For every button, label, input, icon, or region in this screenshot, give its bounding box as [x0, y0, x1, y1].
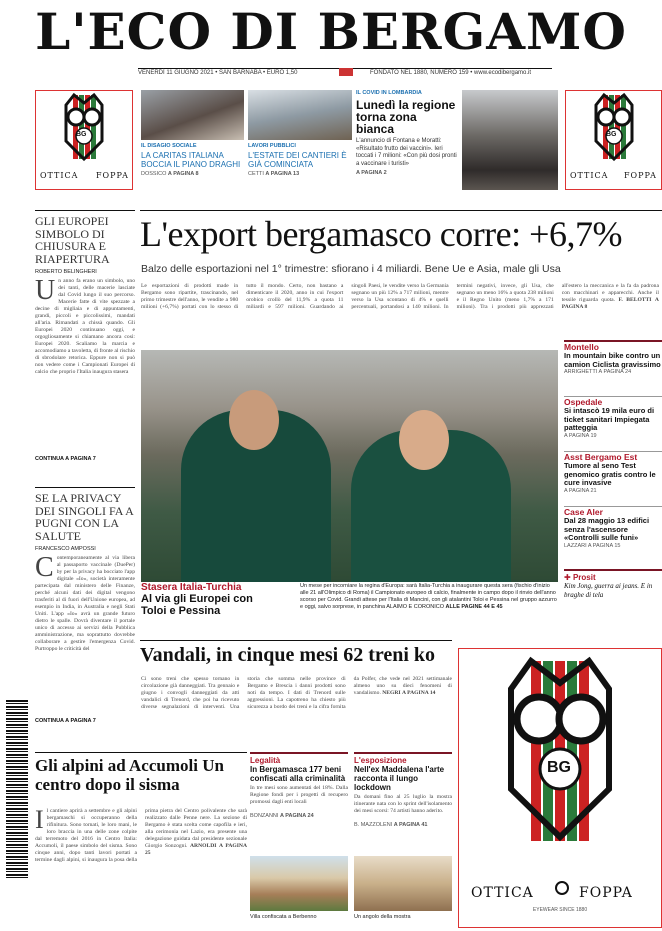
brief-kicker: Ospedale: [564, 397, 603, 407]
brief-item[interactable]: [564, 396, 662, 451]
owl-small-icon: [555, 881, 569, 895]
player-face: [229, 390, 279, 450]
teaser-covid[interactable]: [356, 90, 558, 192]
ad-ottica-foppa-right[interactable]: [565, 90, 662, 190]
teaser-kicker: IL COVID IN LOMBARDIA: [356, 90, 422, 96]
caption-pages: ALLE PAGINE 44 E 45: [445, 604, 503, 610]
alpini-credit: ARNOLDI: [190, 843, 217, 849]
lead-page: A PAGINA 8: [561, 297, 659, 310]
esposizione-box[interactable]: [354, 752, 452, 828]
section-rule: [140, 640, 452, 641]
dateline-right: FONDATO NEL 1880, NUMERO 159 • www.ecodibergamo.it: [370, 70, 532, 76]
prosit-label: Prosit: [572, 573, 596, 582]
photo-title: Al via gli Europei con Toloi e Pessina: [141, 593, 253, 617]
brief-item[interactable]: [564, 451, 662, 506]
badge-text: BG: [547, 759, 571, 776]
ad-ottica-foppa-large[interactable]: [458, 648, 662, 928]
legalita-title: In Bergamasca 177 beni confiscati alla criminalità: [250, 765, 346, 783]
esposizione-photo: [354, 856, 452, 911]
prosit-box[interactable]: [564, 569, 662, 599]
lead-body: [141, 283, 659, 325]
editorial-privacy[interactable]: [35, 492, 135, 724]
dropcap: U: [35, 278, 56, 306]
brief-title: In mountain bike contro un camion Ciclista gravissimo: [564, 351, 661, 369]
vandali-text: Ci sono treni che spesso tornano in circolazione già danneggiati. Tra gennaio e giugno i convogli danneggiati da atti vandalici di Trenord, che poi ha ricevuto diverse segnalazioni di interventi. Una storia che somma nelle province di Bergamo e Brescia i danni prodotti sono noti da tempo. I dati di Trenord sulle aggressioni. La capotreno ha chiesto più sicurezza a bordo dei treni e la cifra fornita da Polfer, che vede nel 2021 settimanale almeno uno su dieci fenomeni di vandalismo.: [141, 676, 452, 710]
legalita-body: In tre mesi sono aumentati del 18%. Dalla Regione fondi per i progetti di recupero promossi dagli enti locali: [250, 785, 348, 805]
owl-logo-icon: [459, 649, 661, 849]
alpini-page: A PAGINA 25: [145, 843, 247, 856]
vandali-body: [141, 676, 452, 746]
player-face: [399, 410, 449, 470]
esposizione-title: Nell'ex Maddalena l'arte racconta il lungo lockdown: [354, 765, 445, 792]
ad-brand-right: FOPPA: [579, 885, 633, 901]
teaser-author: DOSSICO: [141, 171, 167, 177]
teaser-kicker: LAVORI PUBBLICI: [248, 143, 296, 149]
legalita-kicker: Legalità: [250, 756, 281, 765]
ad-brand-left: OTTICA: [570, 171, 609, 180]
ad-tagline: EYEWEAR SINCE 1880: [532, 907, 588, 913]
legalita-page: A PAGINA 24: [279, 813, 314, 819]
esposizione-page: A PAGINA 41: [393, 822, 428, 828]
section-rule: [35, 487, 135, 488]
right-briefs: [564, 340, 662, 599]
section-rule: [35, 210, 135, 211]
photo-kicker: Stasera Italia-Turchia: [141, 582, 242, 593]
flag-icon: [339, 68, 353, 76]
main-photo-players: [141, 350, 558, 582]
brief-item[interactable]: [564, 506, 662, 569]
barcode-icon: [6, 700, 28, 880]
teaser-photo-covid: [462, 90, 558, 190]
dropcap: I: [35, 808, 44, 834]
prosit-text: Kim Jong, guerra ai jeans. E in braghe di tela: [564, 582, 653, 599]
brief-title: Dal 28 maggio 13 edifici senza l'ascensore «Controlli sulle funi»: [564, 516, 650, 542]
ad-brand-left: OTTICA: [471, 885, 534, 901]
owl-logo-icon: [566, 91, 662, 167]
article-author: ROBERTO BELINGHERI: [35, 269, 97, 275]
vandali-headline[interactable]: Vandali, in cinque mesi 62 treni ko: [140, 644, 436, 666]
continue-link[interactable]: CONTINUA A PAGINA 7: [35, 456, 96, 462]
brief-page: A PAGINA 24: [598, 369, 632, 375]
article-body: ontemporaneamente al via libera al passaporto vaccinale (DuePer) by per la privacy ha bocciato l'app digitale «Io», società interamente partecipata dal ministero delle Finanze, perché alcuni dati dei digital vengono trasferiti al di fuori dell'Unione europea, ad esempio in India, in Australia e negli Stati Uniti. L'app «Io» avrà un grande futuro dietro le spalle. Dovrà diventare il portale unico di accesso ai servizi della Pubblica amministrazione, ma soprattutto dovrebbe collaborare a gestire l'emergenza Covid. Purtroppo le criticità del: [35, 555, 135, 652]
teaser-page: A PAGINA 13: [265, 171, 300, 177]
teaser-summary: L'annuncio di Fontana e Moratti: «Risultato frutto dei vaccini». Ieri toccati i 7 milioni: «Con più dosi pronti a vaccinare i turisti»: [356, 138, 457, 167]
teaser-author: CETTI: [248, 171, 264, 177]
esposizione-photo-caption: Un angolo della mostra: [354, 914, 411, 920]
teaser-photo-cantieri: [248, 90, 352, 140]
teaser-title: Lunedì la regione torna zona bianca: [356, 98, 456, 136]
teaser-caritas[interactable]: [141, 143, 244, 193]
section-rule: [35, 752, 247, 753]
masthead: L'ECO DI BERGAMO: [35, 2, 627, 61]
brief-kicker: Case Aler: [564, 507, 603, 517]
continue-link[interactable]: CONTINUA A PAGINA 7: [35, 718, 96, 724]
brief-kicker: Montello: [564, 342, 599, 352]
brief-page: A PAGINA 15: [587, 542, 621, 549]
dropcap: C: [35, 555, 54, 583]
brief-author: LAZZARI: [564, 542, 587, 549]
article-body: n anno fa erano un simbolo, uno dei tanti, delle macerie lasciate dal Covid lungo il suo percorso. Macerie fatte di vite spezzate a decine di migliaia e di appuntamenti, grandi, piccoli e piccolissimi, mandati all'aria. Rimandati a chissà quando. Gli Europei 2020 continuano oggi, e orgogliosamente si chiamano ancora così: Europei 2020. Scaliamo la marcia e accomodiamo a tavoletta, di fronte al rischio di sbrodolare retorica. Eppure non si può non vedere come i Campionati Europei di calcio che proprio l'Italia inaugura stasera: [35, 278, 135, 375]
ad-brand-left: OTTICA: [40, 171, 79, 180]
esposizione-body: Da domani fino al 25 luglio la mostra itinerante nata con lo sprint dell'isolamento dei mesi scorsi: 74 artisti hanno aderito.: [354, 794, 452, 814]
dateline-left: VENERDÌ 11 GIUGNO 2021 • SAN BARNABA • EURO 1,50: [138, 70, 298, 76]
caption-credit: ALAIMO E CORONICO: [386, 604, 444, 610]
brief-title: Tumore al seno Test genomico gratis contro le cure invasive: [564, 461, 656, 487]
alpini-body: [35, 808, 247, 928]
ad-brand-right: FOPPA: [96, 171, 129, 180]
esposizione-credit: B. MAZZOLENI: [354, 822, 393, 828]
editorial-europei[interactable]: [35, 215, 135, 462]
brief-kicker: Asst Bergamo Est: [564, 452, 638, 462]
teaser-photo-caritas: [141, 90, 244, 140]
teaser-kicker: IL DISAGIO SOCIALE: [141, 143, 197, 149]
teaser-title: LA CARITAS ITALIANA BOCCIA IL PIANO DRAGHI: [141, 151, 241, 169]
article-author: FRANCESCO AMPOSSI: [35, 546, 96, 552]
ad-ottica-foppa-left[interactable]: [35, 90, 133, 190]
photo-caption: [300, 583, 558, 611]
ad-brand-right: FOPPA: [624, 171, 657, 180]
brief-page: A PAGINA 21: [564, 487, 597, 494]
lead-headline[interactable]: L'export bergamasco corre: +6,7%: [140, 214, 622, 254]
photo-story[interactable]: [141, 582, 301, 622]
badge-text: BG: [76, 131, 87, 138]
lead-credit: F. BELOTTI: [618, 297, 652, 303]
alpini-headline[interactable]: Gli alpini ad Accumoli Un centro dopo il sisma: [35, 756, 224, 794]
teaser-page: A PAGINA 2: [356, 170, 387, 176]
teaser-title: L'ESTATE DEI CANTIERI È GIÀ COMINCIATA: [248, 151, 347, 169]
legalita-photo: [250, 856, 348, 911]
owl-logo-icon: [36, 91, 132, 167]
lead-body-text: Le esportazioni di prodotti made in Bergamo sono ripartite, trascinando, nel primo trimestre dell'anno, le vendite a 980 milioni (+6,7%) portati con lo stesso di tutto il mondo. Certo, non bastano a dimenticare il 2020, anno in cui l'export orobico crollò del 11,9% a quota 11 miliardi e 597 milioni. Guardando ai singoli Paesi, le vendite verso la Germania segnano un più 12% a 717 milioni, mentre verso la Usa scontano di 4% e quelli percentuali, portandosi a 140 milioni. In termini negativi, invece, gli Usa, che segnano un meno 16% a quota 238 milioni e il Regno Unito (meno 1,7% a 171 milioni). Tra i prodotti più apprezzati all'estero la meccanica e la fa da padrona con macchinari e apparecchi. Anche il tessile riguarda quota.: [141, 283, 659, 310]
legalita-box[interactable]: [250, 752, 348, 819]
prosit-icon: ✚: [564, 573, 573, 582]
article-title: SE LA PRIVACY DEI SINGOLI FA A PUGNI CON LA SALUTE: [35, 491, 134, 543]
legalita-photo-caption: Villa confiscata a Berbenno: [250, 914, 317, 920]
brief-item[interactable]: [564, 340, 662, 396]
vandali-page: A PAGINA 14: [402, 690, 436, 696]
teaser-cantieri[interactable]: [248, 143, 352, 193]
esposizione-kicker: L'esposizione: [354, 756, 407, 765]
article-title: GLI EUROPEI SIMBOLO DI CHIUSURA E RIAPERTURA: [35, 214, 110, 266]
badge-text: BG: [606, 131, 617, 138]
caption-text: Un mese per incorniare la regina d'Europa: sarà Italia-Turchia a inaugurare questa sera (fischio d'inizio alle 21 all'Olimpico di Roma) il Campionato europeo di calcio, finalmente in campo dopo il rinvio dell'anno scorso per Covid. Grandi attese per l'Italia di Mancini, con gli atalantini Toloi e Pessina nel gruppo azzurro e oggi, salvo sorprese, in panchina: [300, 583, 557, 610]
section-rule: [140, 210, 662, 211]
brief-author: ARRIGHETTI: [564, 369, 598, 375]
vandali-credit: NEGRI: [382, 690, 401, 696]
lead-subhead: Balzo delle esportazioni nel 1° trimestre: sfiorano i 4 miliardi. Bene Ue e Asia, male gli Usa: [141, 263, 561, 275]
alpini-text: l cantiere aprirà a settembre e gli alpini bergamaschi si occuperanno della rifinitura. Sono tornati, le loro mani, le loro braccia in una delle zone colpite dal terremoto del 2016 in Centro Italia: Accumoli, il paese simbolo del sisma. Sono cinque anni, dopo tanti lavori portati a termine dagli alpini, si inaugura la posa della prima pietra del Centro polivalente che sarà realizzato dalle Penne nere. La sezione di Bergamo è stata scelta come capofila e ieri, alla cerimonia nel Lazio, era presente una delegazione guidata dal presidente sezionale Giorgio Sonzogni.: [35, 808, 247, 863]
legalita-credit: BONZANNI: [250, 813, 279, 819]
brief-title: Si intascò 19 mila euro di ticket sanitari Impiegata patteggia: [564, 406, 655, 432]
brief-page: A PAGINA 19: [564, 432, 597, 439]
teaser-page: A PAGINA 8: [167, 171, 199, 177]
